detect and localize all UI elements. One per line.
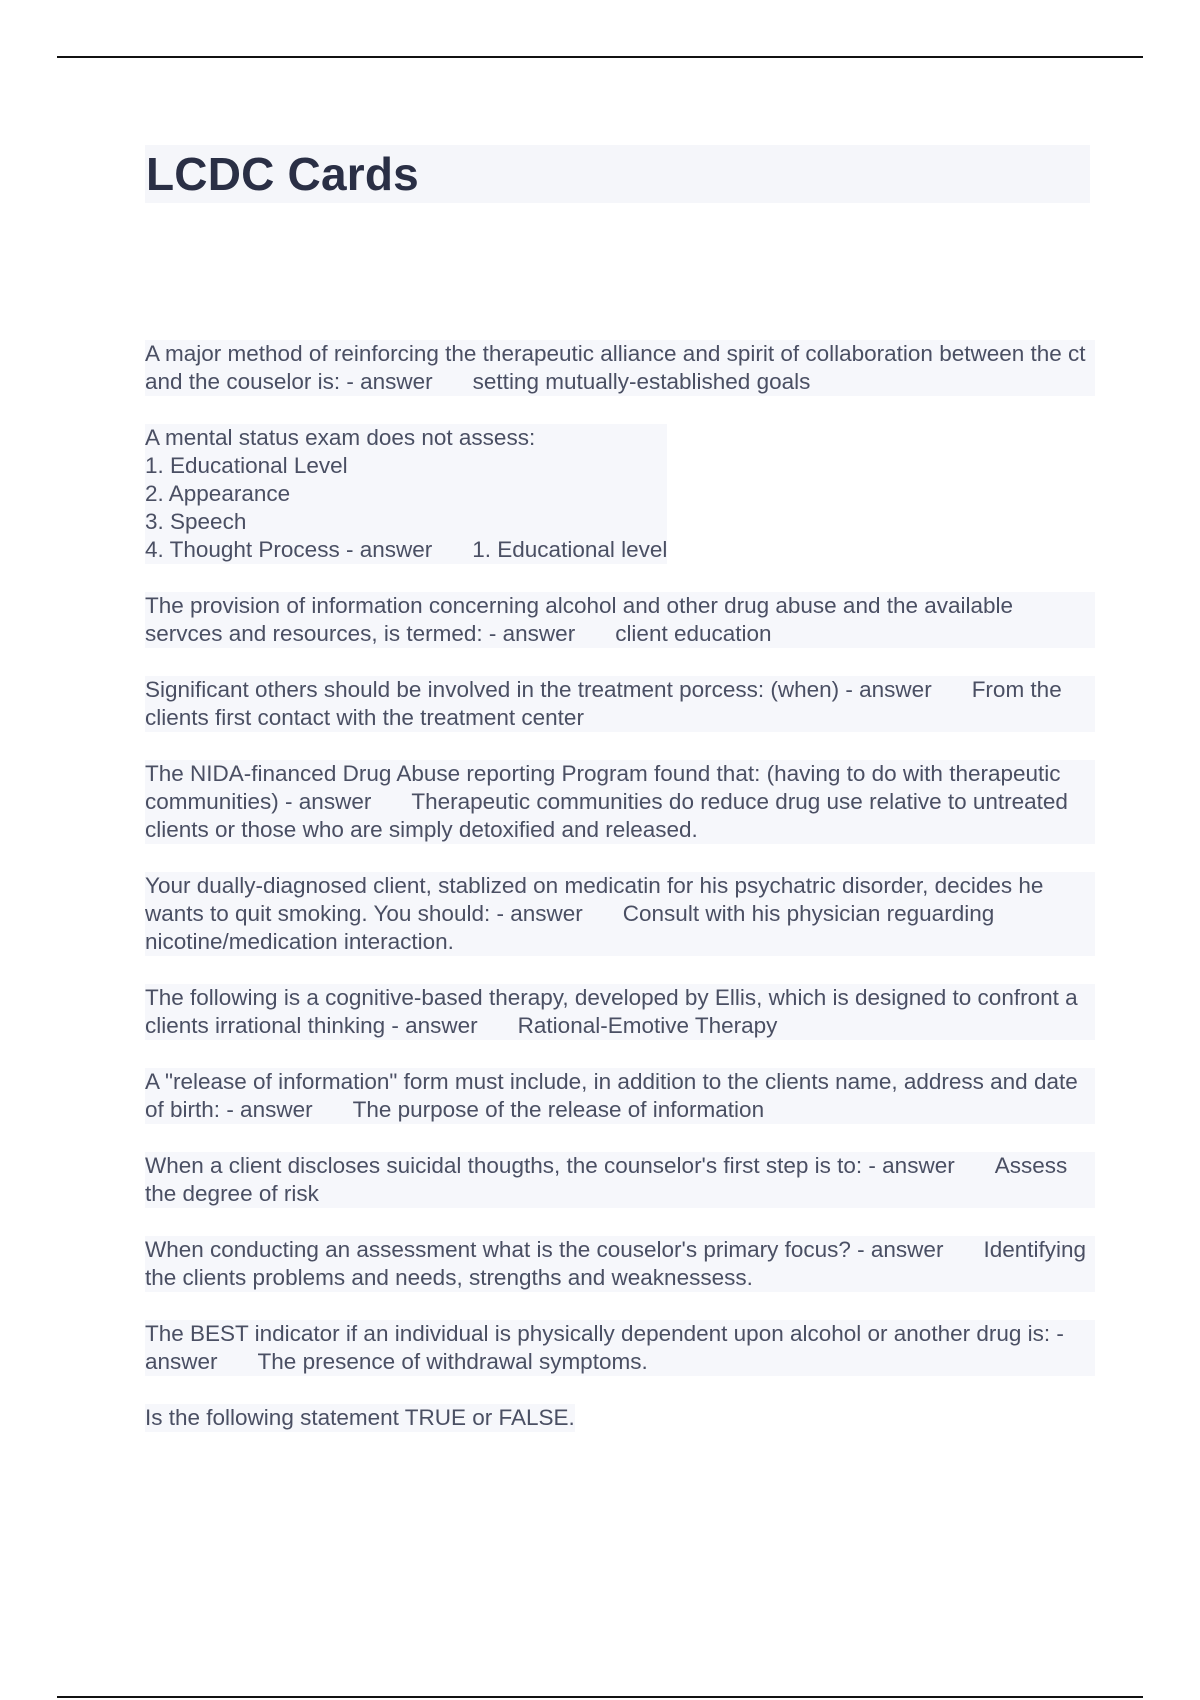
card-answer: From the clients first contact with the treatment center [145, 677, 1062, 730]
card-text [145, 984, 1095, 1040]
card-9 [145, 1152, 1095, 1208]
card-2 [145, 424, 1095, 564]
card-option: 3. Speech [145, 509, 247, 534]
card-question: Significant others should be involved in the treatment porcess: (when) [145, 677, 840, 702]
card-text [145, 1068, 1095, 1124]
card-separator: - answer [868, 1153, 955, 1178]
card-answer: Consult with his physician reguarding nicotine/medication interaction. [145, 901, 995, 954]
card-text [145, 872, 1095, 956]
card-option: 2. Appearance [145, 481, 291, 506]
bottom-rule [57, 1696, 1143, 1698]
card-answer: Assess the degree of risk [145, 1153, 1068, 1206]
card-text [145, 424, 667, 564]
card-separator: - answer [145, 1321, 1064, 1374]
card-separator: - answer [346, 369, 433, 394]
card-answer: 1. Educational level [472, 537, 668, 562]
card-text [145, 1236, 1095, 1292]
card-question: A "release of information" form must include, in addition to the clients name, address and date of birth: [145, 1069, 1078, 1122]
card-question: A mental status exam does not assess: [145, 425, 536, 450]
card-separator: - answer [857, 1237, 944, 1262]
card-list [145, 340, 1095, 1460]
card-answer: client education [615, 621, 772, 646]
card-text [145, 676, 1095, 732]
card-question: When conducting an assessment what is the couselor's primary focus? [145, 1237, 851, 1262]
card-text [145, 760, 1095, 844]
card-question: The following is a cognitive-based therapy, developed by Ellis, which is designed to confront a clients irrational thinking [145, 985, 1078, 1038]
card-10 [145, 1236, 1095, 1292]
card-answer: Identifying the clients problems and needs, strengths and weaknessess. [145, 1237, 1087, 1290]
document-title: LCDC Cards [146, 148, 419, 200]
card-text [145, 1404, 575, 1432]
card-text [145, 1152, 1095, 1208]
card-5 [145, 760, 1095, 844]
card-text [145, 592, 1095, 648]
card-4 [145, 676, 1095, 732]
card-12 [145, 1404, 1095, 1432]
card-question: The BEST indicator if an individual is physically dependent upon alcohol or another drug is: [145, 1321, 1051, 1346]
card-answer: setting mutually-established goals [472, 369, 811, 394]
card-option: 1. Educational Level [145, 453, 348, 478]
card-question: When a client discloses suicidal thougths, the counselor's first step is to: [145, 1153, 863, 1178]
card-separator: - answer [285, 789, 372, 814]
card-separator: - answer [488, 621, 576, 646]
card-answer: Therapeutic communities do reduce drug use relative to untreated clients or those who are simply detoxified and released. [145, 789, 1068, 842]
card-11 [145, 1320, 1095, 1376]
card-answer: Rational-Emotive Therapy [517, 1013, 778, 1038]
card-question: Is the following statement TRUE or FALSE. [145, 1405, 575, 1430]
card-separator: - answer [496, 901, 583, 926]
card-answer: The presence of withdrawal symptoms. [257, 1349, 648, 1374]
card-question: Your dually-diagnosed client, stablized on medicatin for his psychatric disorder, decides he wants to quit smoking. You should: [145, 873, 1044, 926]
card-text [145, 1320, 1095, 1376]
card-question: A major method of reinforcing the therapeutic alliance and spirit of collaboration between the ct and the couselor is: [145, 341, 1086, 394]
top-rule [57, 56, 1143, 58]
card-text [145, 340, 1095, 396]
card-option: 4. Thought Process [145, 537, 340, 562]
card-answer: The purpose of the release of information [352, 1097, 765, 1122]
card-3 [145, 592, 1095, 648]
card-7 [145, 984, 1095, 1040]
card-question: The NIDA-financed Drug Abuse reporting Program found that: (having to do with therapeutic communities) [145, 761, 1061, 814]
card-separator: - answer [226, 1097, 313, 1122]
card-1 [145, 340, 1095, 396]
card-separator: - answer [345, 537, 433, 562]
card-separator: - answer [845, 677, 932, 702]
card-8 [145, 1068, 1095, 1124]
card-6 [145, 872, 1095, 956]
card-question: The provision of information concerning alcohol and other drug abuse and the available servces and resources, is termed: [145, 593, 1014, 646]
card-separator: - answer [391, 1013, 478, 1038]
